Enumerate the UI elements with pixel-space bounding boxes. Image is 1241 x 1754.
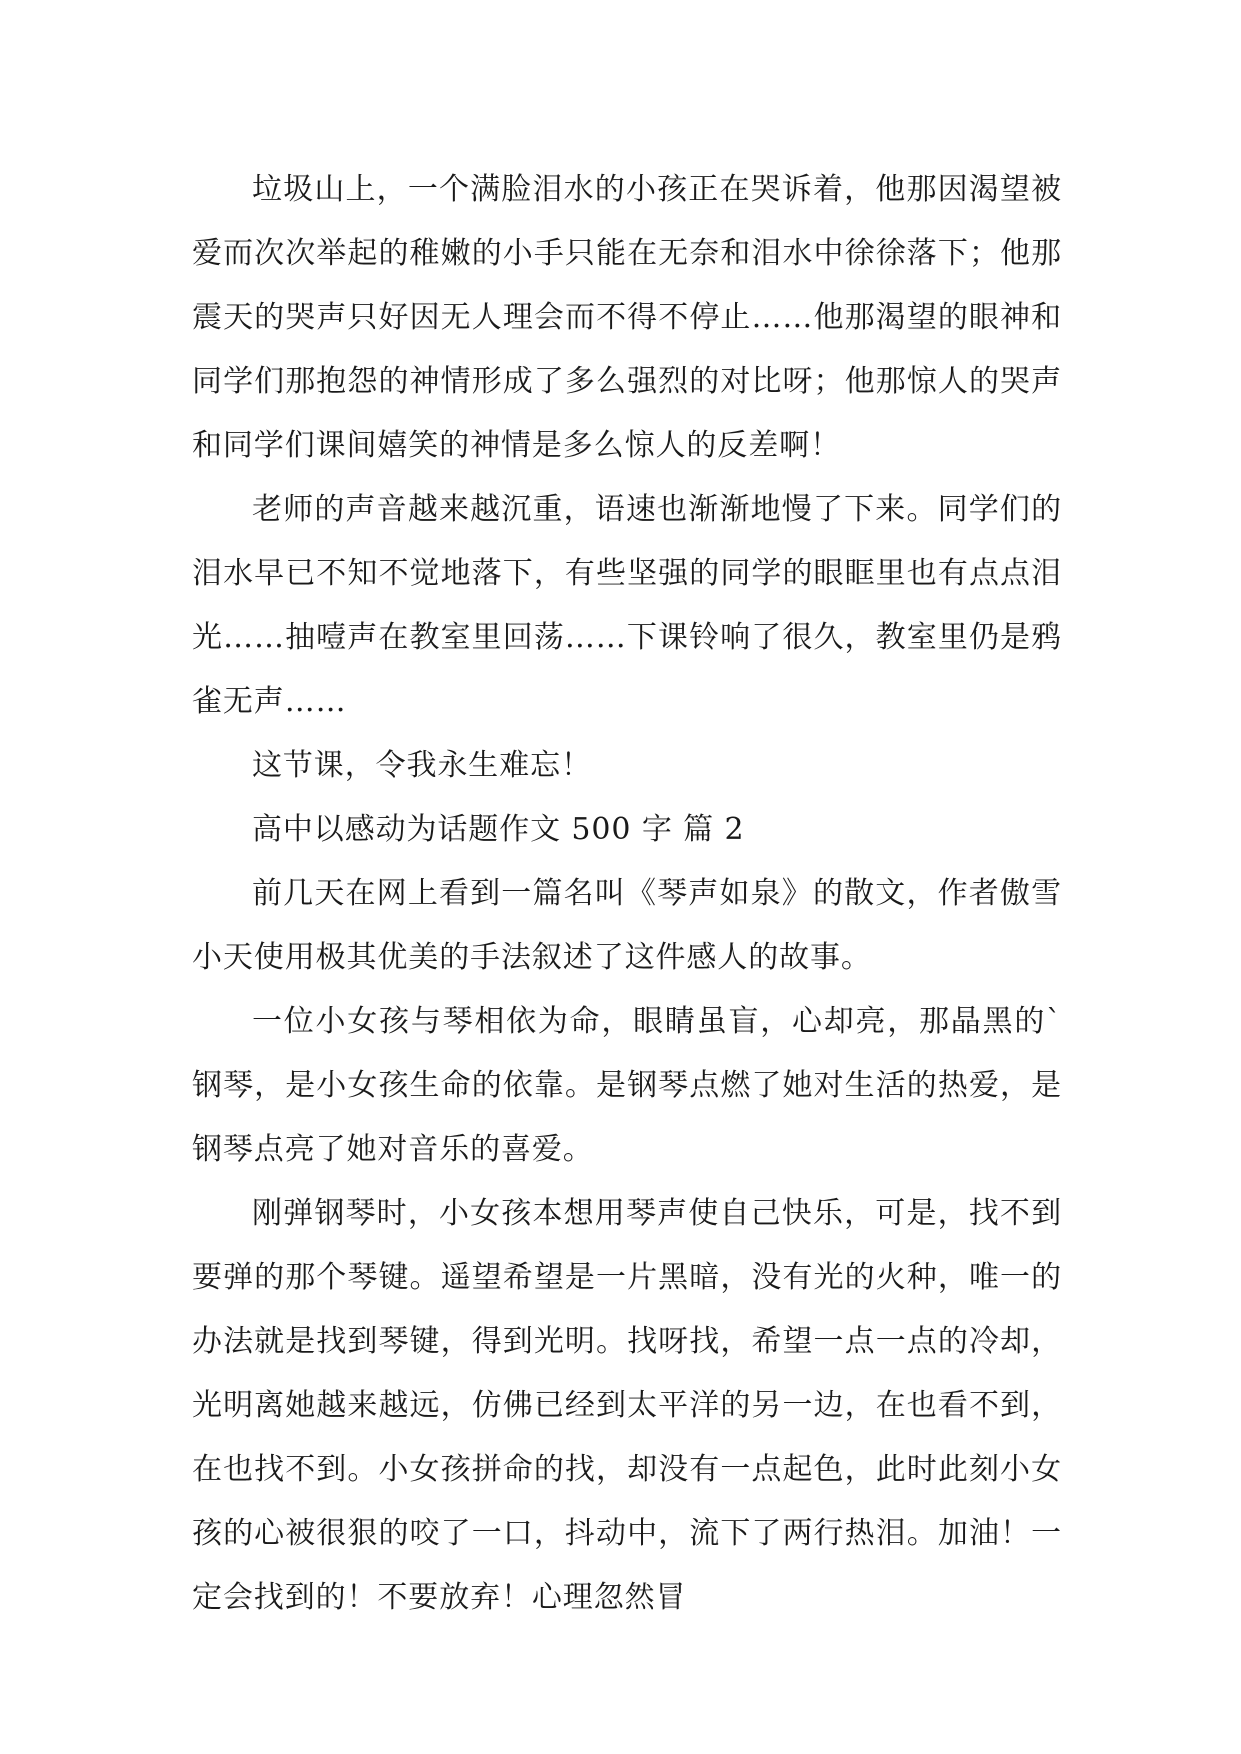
paragraph-teacher-voice: 老师的声音越来越沉重，语速也渐渐地慢了下来。同学们的泪水早已不知不觉地落下，有些坚强的同学的眼眶里也有点点泪光……抽噎声在教室里回荡……下课铃响了很久，教室里仍是鸦雀无声……: [192, 492, 1062, 719]
paragraph-unforgettable: 这节课，令我永生难忘！: [252, 748, 592, 783]
paragraph-girl-piano: 一位小女孩与琴相依为命，眼睛虽盲，心却亮，那晶黑的`钢琴，是小女孩生命的依靠。是钢琴点燃了她对生活的热爱，是钢琴点亮了她对音乐的喜爱。: [192, 1004, 1062, 1167]
paragraph-searching-key: 刚弹钢琴时，小女孩本想用琴声使自己快乐，可是，找不到要弹的那个琴键。遥望希望是一片黑暗，没有光的火种，唯一的办法就是找到琴键，得到光明。找呀找，希望一点一点的冷却，光明离她越来越远，仿佛已经到太平洋的另一边，在也看不到，在也找不到。小女孩拼命的找，却没有一点起色，此时此刻小女孩的心被很狠的咬了一口，抖动中，流下了两行热泪。加油！一定会找到的！不要放弃！心理忽然冒: [192, 1196, 1062, 1615]
paragraph-garbage-hill: 垃圾山上，一个满脸泪水的小孩正在哭诉着，他那因渴望被爱而次次举起的稚嫩的小手只能在无奈和泪水中徐徐落下；他那震天的哭声只好因无人理会而不得不停止……他那渴望的眼神和同学们那抱怨的神情形成了多么强烈的对比呀；他那惊人的哭声和同学们课间嬉笑的神情是多么惊人的反差啊！: [192, 172, 1062, 463]
section-heading: 高中以感动为话题作文 500 字 篇 2: [252, 812, 745, 847]
body-text: [192, 158, 1062, 1630]
paragraph-online-essay: 前几天在网上看到一篇名叫《琴声如泉》的散文，作者傲雪小天使用极其优美的手法叙述了这件感人的故事。: [192, 876, 1062, 975]
